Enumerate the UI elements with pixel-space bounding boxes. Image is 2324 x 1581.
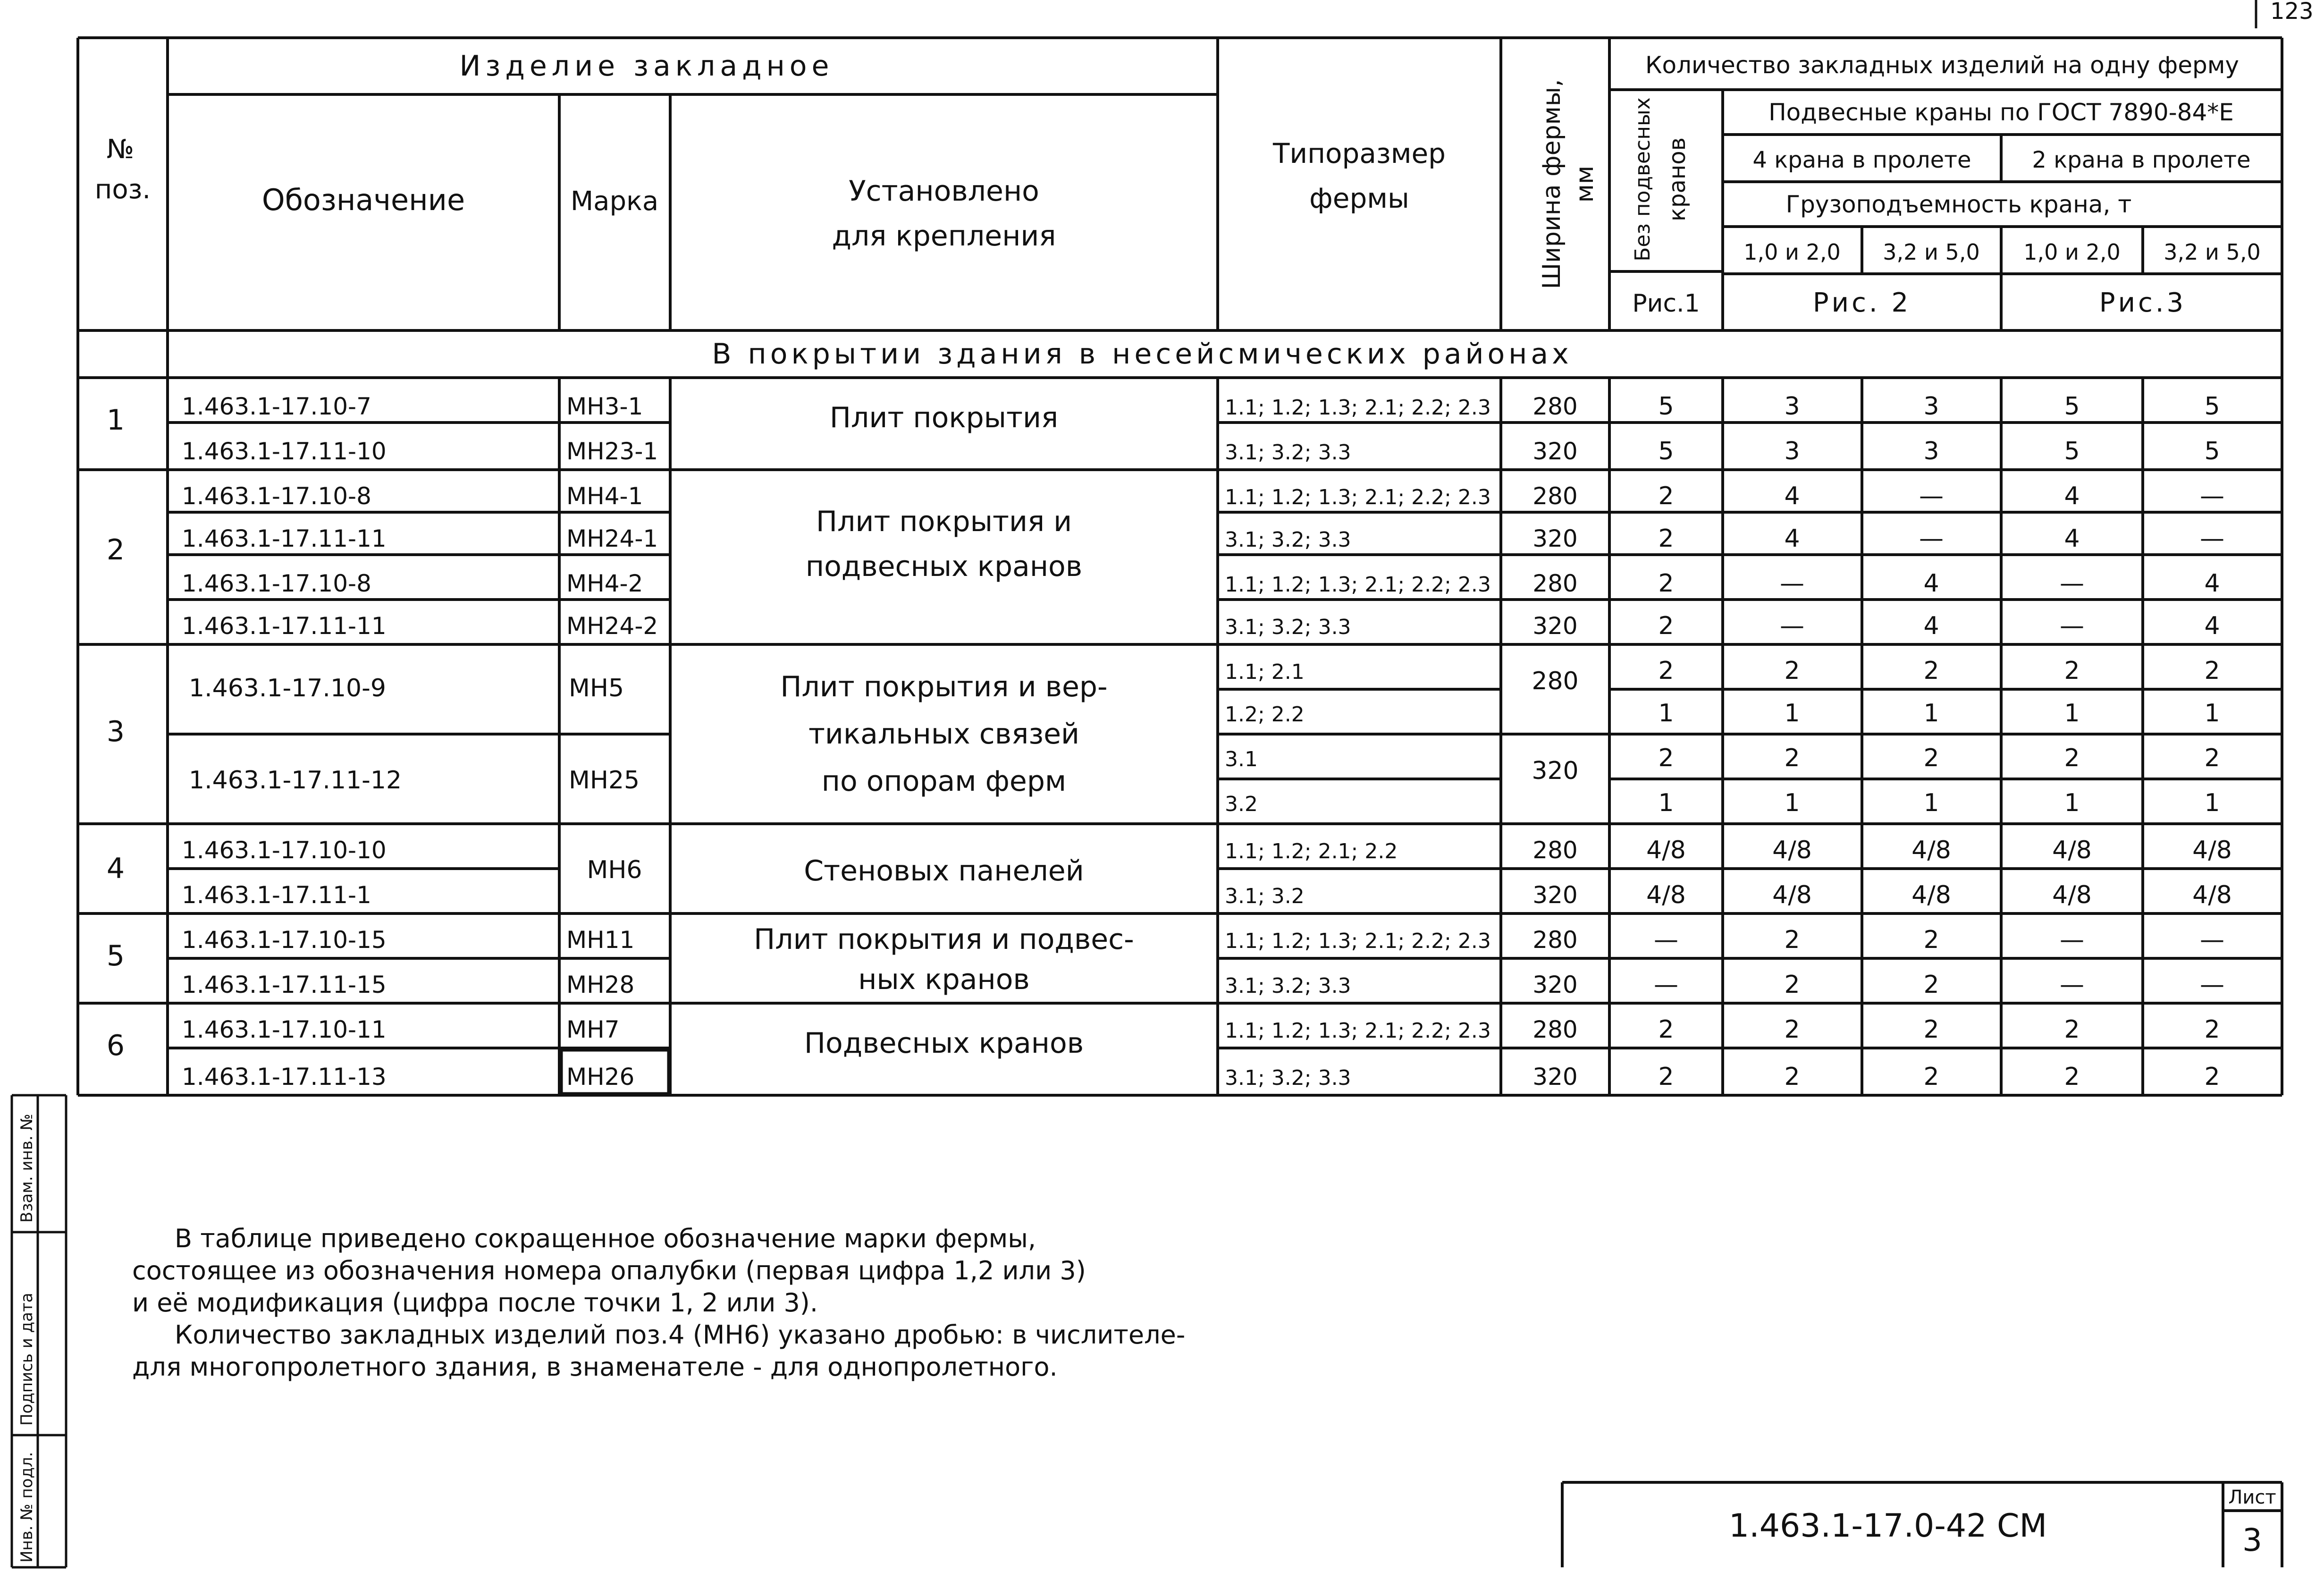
typesize-cell: 3.1; 3.2: [1225, 884, 1305, 908]
designation-cell: 1.463.1-17.10-10: [182, 837, 387, 864]
header-installed-1: Установлено: [849, 175, 1039, 208]
header-no-cranes-2: кранов: [1664, 137, 1691, 221]
designation-cell: 1.463.1-17.10-7: [182, 393, 371, 420]
position-number: 1: [106, 404, 125, 437]
pos-cells: [107, 404, 125, 1062]
count-cell: 4/8: [1911, 836, 1951, 864]
installed-for-line: Плит покрытия и вер-: [780, 670, 1108, 703]
width-cell: 320: [1532, 612, 1578, 640]
approval-stamp: [12, 1095, 66, 1567]
count-cell: 5: [2204, 437, 2220, 465]
count-cell: 4: [1784, 482, 1800, 510]
note-line: состоящее из обозначения номера опалубки (первая цифра 1,2 или 3): [132, 1256, 1086, 1285]
width-cell: 320: [1532, 438, 1578, 465]
header-fig-1: Рис.1: [1632, 289, 1700, 318]
count-cell: 2: [2204, 657, 2220, 685]
designation-cell: 1.463.1-17.10-8: [182, 482, 371, 510]
mark-cell: МН28: [566, 971, 635, 998]
mark-cell: МН25: [569, 766, 640, 795]
count-cell: 2: [1658, 744, 1674, 772]
page-marker: 123: [2270, 0, 2314, 25]
count-cell: 4/8: [1772, 836, 1812, 864]
count-cell: 4/8: [2192, 881, 2232, 909]
count-cell: 4: [1923, 569, 1939, 598]
count-cell: —: [2200, 926, 2224, 954]
count-cell: 2: [1658, 524, 1674, 553]
count-cell: 1: [2064, 699, 2080, 727]
header-fig-2: Рис. 2: [1812, 287, 1911, 318]
notes: [132, 1223, 1454, 1383]
typesize-cell: 1.1; 2.1: [1225, 660, 1305, 684]
width-cell: 320: [1532, 971, 1578, 998]
mark-cell: МН4-1: [566, 482, 643, 510]
section-title: В покрытии здания в несейсмических районах: [712, 338, 1573, 371]
header-fig-3: Рис.3: [2099, 287, 2187, 318]
position-number: 3: [106, 715, 125, 748]
count-cell: 4/8: [2052, 836, 2092, 864]
count-cell: 4/8: [2052, 881, 2092, 909]
width-cell: 280: [1532, 393, 1578, 420]
mark-cell: МН11: [566, 926, 635, 954]
count-cell: 2: [1658, 569, 1674, 598]
count-cell: —: [2060, 612, 2084, 640]
count-cell: 3: [1923, 392, 1939, 421]
header-width-1: Ширина фермы,: [1538, 79, 1566, 289]
position-number: 5: [106, 939, 125, 972]
count-cell: 1: [2204, 699, 2220, 727]
count-cell: 5: [2064, 437, 2080, 465]
header-embedded-item: Изделие закладное: [459, 50, 834, 83]
installed-cells: [754, 401, 1134, 1060]
mark-cell: МН7: [566, 1016, 620, 1043]
header-cap-4a: 1,0 и 2,0: [1743, 239, 1841, 265]
count-cell: 5: [1658, 392, 1674, 421]
count-cell: —: [2060, 971, 2084, 999]
count-cell: —: [1780, 612, 1804, 640]
typesize-cell: 1.1; 1.2; 1.3; 2.1; 2.2; 2.3: [1225, 573, 1491, 597]
typesize-cell: 3.1; 3.2; 3.3: [1225, 440, 1351, 465]
count-cell: —: [2200, 482, 2224, 510]
count-cell: 2: [1658, 482, 1674, 510]
count-cell: 2: [1923, 926, 1939, 954]
count-cell: 1: [1923, 699, 1939, 727]
count-cell: 1: [1784, 789, 1800, 817]
count-cell: 2: [2204, 1015, 2220, 1044]
count-cell: 2: [1784, 971, 1800, 999]
header-pos-no2: поз.: [94, 174, 151, 205]
count-cell: 3: [1784, 392, 1800, 421]
count-cell: —: [1780, 569, 1804, 598]
count-cell: 4: [2204, 569, 2220, 598]
count-cell: 2: [2064, 1063, 2080, 1091]
count-cell: —: [1654, 971, 1678, 999]
installed-for-line: подвесных кранов: [805, 550, 1083, 583]
installed-for-line: Подвесных кранов: [804, 1027, 1084, 1060]
designation-cell: 1.463.1-17.11-11: [182, 612, 387, 640]
count-cell: 4/8: [1646, 836, 1686, 864]
count-cell: 1: [1658, 699, 1674, 727]
width-cell: 280: [1532, 482, 1578, 510]
stamp-sign-date: Подпись и дата: [17, 1293, 36, 1426]
header-pos-no: №: [106, 134, 135, 165]
note-line: В таблице приведено сокращенное обозначение марки фермы,: [175, 1224, 1036, 1253]
typesize-cell: 3.1; 3.2; 3.3: [1225, 974, 1351, 998]
count-cell: 1: [1658, 789, 1674, 817]
count-cell: 4/8: [1646, 881, 1686, 909]
count-cell: 2: [2064, 744, 2080, 772]
count-cell: 2: [1923, 744, 1939, 772]
mark-cell: МН6: [587, 856, 642, 884]
count-cell: 4: [1923, 612, 1939, 640]
count-cell: 2: [2204, 1063, 2220, 1091]
installed-for-line: ных кранов: [858, 963, 1030, 996]
designation-cell: 1.463.1-17.11-15: [182, 971, 387, 998]
installed-for-line: Стеновых панелей: [804, 854, 1084, 888]
count-cell: 4: [2064, 482, 2080, 510]
count-cell: 4/8: [2192, 836, 2232, 864]
count-cell: 3: [1784, 437, 1800, 465]
count-cell: 4: [1784, 524, 1800, 553]
mark-cell: МН26: [566, 1063, 635, 1091]
installed-for-line: Плит покрытия и: [816, 505, 1072, 538]
header-cap-2a: 1,0 и 2,0: [2023, 239, 2121, 265]
width-cell: 320: [1532, 881, 1578, 909]
count-cell: 3: [1923, 437, 1939, 465]
typesize-cell: 1.1; 1.2; 1.3; 2.1; 2.2; 2.3: [1225, 1019, 1491, 1043]
count-cell: 2: [1784, 657, 1800, 685]
count-cell: 4/8: [1911, 881, 1951, 909]
header-designation: Обозначение: [261, 183, 465, 217]
row-cells: [182, 392, 2232, 1091]
count-cell: 5: [2204, 392, 2220, 421]
designation-cell: 1.463.1-17.10-11: [182, 1016, 387, 1043]
count-cell: 4: [2204, 612, 2220, 640]
count-cell: 2: [1784, 1015, 1800, 1044]
header-four-cranes: 4 крана в пролете: [1752, 147, 1971, 173]
count-cell: 2: [1784, 1063, 1800, 1091]
typesize-cell: 3.1: [1225, 747, 1258, 771]
count-cell: 4: [2064, 524, 2080, 553]
header-suspended-cranes: Подвесные краны по ГОСТ 7890-84*Е: [1768, 99, 2234, 126]
designation-cell: 1.463.1-17.10-9: [189, 674, 386, 702]
position-number: 6: [106, 1029, 125, 1062]
count-cell: 4/8: [1772, 881, 1812, 909]
typesize-cell: 3.1; 3.2; 3.3: [1225, 528, 1351, 552]
typesize-cell: 1.1; 1.2; 1.3; 2.1; 2.2; 2.3: [1225, 485, 1491, 509]
typesize-cell: 1.1; 1.2; 2.1; 2.2: [1225, 839, 1398, 863]
typesize-cell: 1.1; 1.2; 1.3; 2.1; 2.2; 2.3: [1225, 396, 1491, 420]
mark-cell: МН23-1: [566, 438, 658, 465]
width-cell: 320: [1532, 525, 1578, 552]
count-cell: 2: [1784, 744, 1800, 772]
installed-for-line: Плит покрытия: [829, 401, 1059, 434]
count-cell: —: [2060, 569, 2084, 598]
header-installed-2: для крепления: [832, 220, 1056, 253]
count-cell: 1: [2204, 789, 2220, 817]
count-cell: 2: [1923, 1063, 1939, 1091]
header-cap-2b: 3,2 и 5,0: [2164, 239, 2261, 265]
count-cell: 2: [1658, 1063, 1674, 1091]
count-cell: —: [2060, 926, 2084, 954]
count-cell: 5: [2064, 392, 2080, 421]
count-cell: —: [1919, 524, 1944, 553]
count-cell: 5: [1658, 437, 1674, 465]
header-capacity: Грузоподъемность крана, т: [1785, 191, 2132, 218]
width-cell: 280: [1532, 667, 1579, 695]
title-block: [1562, 1482, 2282, 1567]
designation-cell: 1.463.1-17.11-10: [182, 438, 387, 465]
designation-cell: 1.463.1-17.10-8: [182, 570, 371, 597]
width-cell: 320: [1532, 757, 1579, 785]
designation-cell: 1.463.1-17.11-13: [182, 1063, 387, 1091]
typesize-cell: 1.2; 2.2: [1225, 702, 1305, 727]
typesize-cell: 3.2: [1225, 792, 1258, 816]
count-cell: 1: [1784, 699, 1800, 727]
drawing-code: 1.463.1-17.0-42 СМ: [1728, 1507, 2047, 1545]
sheet-label: Лист: [2228, 1487, 2276, 1508]
installed-for-line: Плит покрытия и подвес-: [754, 923, 1134, 956]
count-cell: 1: [1923, 789, 1939, 817]
mark-cell: МН24-2: [566, 612, 658, 640]
header-mark: Марка: [570, 186, 659, 217]
installed-for-line: тикальных связей: [808, 718, 1080, 751]
mark-cell: МН24-1: [566, 525, 658, 552]
mark-cell: МН3-1: [566, 393, 643, 420]
stamp-replace-inv: Взам. инв. №: [17, 1114, 36, 1223]
note-line: и её модификация (цифра после точки 1, 2 или 3).: [132, 1288, 818, 1318]
designation-cell: 1.463.1-17.11-11: [182, 525, 387, 552]
count-cell: 1: [2064, 789, 2080, 817]
count-cell: 2: [2064, 1015, 2080, 1044]
designation-cell: 1.463.1-17.11-12: [189, 766, 402, 795]
width-cell: 320: [1532, 1063, 1578, 1091]
designation-cell: 1.463.1-17.10-15: [182, 926, 387, 954]
note-line: Количество закладных изделий поз.4 (МН6) указано дробью: в числителе-: [175, 1320, 1186, 1350]
header-quantity: Количество закладных изделий на одну ферму: [1645, 51, 2240, 79]
count-cell: 2: [1923, 971, 1939, 999]
count-cell: 2: [2064, 657, 2080, 685]
count-cell: 2: [1923, 1015, 1939, 1044]
count-cell: 2: [1658, 612, 1674, 640]
header-width-2: мм: [1571, 165, 1599, 203]
header-typesize-2: фермы: [1309, 182, 1409, 214]
count-cell: 2: [1923, 657, 1939, 685]
header-two-cranes: 2 крана в пролете: [2032, 147, 2251, 173]
header-cap-4b: 3,2 и 5,0: [1883, 239, 1980, 265]
width-cell: 280: [1532, 570, 1578, 597]
count-cell: —: [1919, 482, 1944, 510]
designation-cell: 1.463.1-17.11-1: [182, 881, 371, 909]
count-cell: 2: [1658, 657, 1674, 685]
count-cell: —: [2200, 971, 2224, 999]
position-number: 4: [106, 852, 125, 885]
sheet-number: 3: [2242, 1522, 2262, 1558]
position-number: 2: [106, 533, 125, 566]
typesize-cell: 3.1; 3.2; 3.3: [1225, 1066, 1351, 1090]
header-typesize-1: Типоразмер: [1273, 137, 1446, 169]
width-cell: 280: [1532, 926, 1578, 954]
count-cell: —: [1654, 926, 1678, 954]
count-cell: —: [2200, 524, 2224, 553]
count-cell: 2: [2204, 744, 2220, 772]
note-line: для многопролетного здания, в знаменателе - для однопролетного.: [132, 1352, 1058, 1382]
width-cell: 280: [1532, 837, 1578, 864]
header-no-cranes-1: Без подвесных: [1631, 97, 1655, 262]
count-cell: 2: [1784, 926, 1800, 954]
width-cell: 280: [1532, 1016, 1578, 1043]
mark-cell: МН5: [569, 674, 624, 702]
count-cell: 2: [1658, 1015, 1674, 1044]
typesize-cell: 1.1; 1.2; 1.3; 2.1; 2.2; 2.3: [1225, 929, 1491, 953]
typesize-cell: 3.1; 3.2; 3.3: [1225, 615, 1351, 639]
installed-for-line: по опорам ферм: [821, 765, 1067, 798]
mark-cell: МН4-2: [566, 570, 643, 597]
stamp-inv-orig: Инв. № подл.: [17, 1452, 36, 1563]
